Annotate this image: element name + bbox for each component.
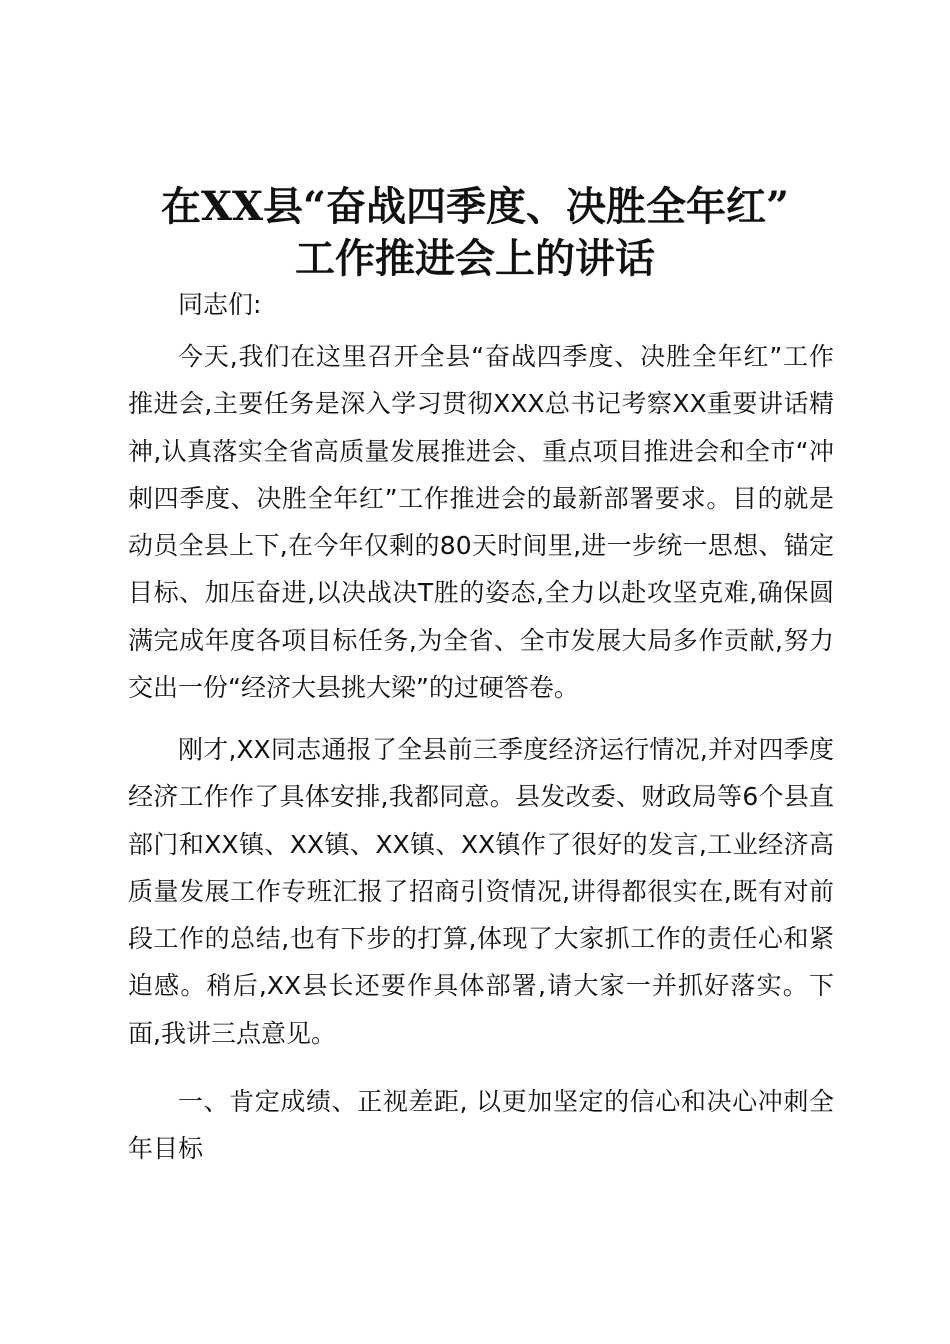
section-heading-1: 一、肯定成绩、正视差距, 以更加坚定的信心和决心冲刺全年目标	[128, 1087, 834, 1164]
paragraph-2: 刚才,XX同志通报了全县前三季度经济运行情况,并对四季度经济工作作了具体安排,我都同意。县发改委、财政局等6个县直部门和XX镇、XX镇、XX镇、XX镇作了很好的发言,工业经济高质量发展工作专班汇报了招商引资情况,讲得都很实在,既有对前段工作的总结,也有下步的打算,体现了大家抓工作的责任心和紧迫感。稍后,XX县长还要作具体部署,请大家一并抓好落实。下面,我讲三点意见。	[128, 735, 834, 1048]
document-title-line-2: 工作推进会上的讲话	[295, 235, 655, 282]
document-title-line-1: 在XX县“奋战四季度、决胜全年红”	[160, 183, 790, 230]
greeting: 同志们:	[178, 290, 262, 319]
paragraph-1: 今天,我们在这里召开全县“奋战四季度、决胜全年红”工作推进会,主要任务是深入学习贯彻XXX总书记考察XX重要讲话精神,认真落实全省高质量发展推进会、重点项目推进会和全市“冲刺四季度、决胜全年红”工作推进会的最新部署要求。目的就是动员全县上下,在今年仅剩的80天时间里,进一步统一思想、锚定目标、加压奋进,以决战决T胜的姿态,全力以赴攻坚克难,确保圆满完成年度各项目标任务,为全省、全市发展大局多作贡献,努力交出一份“经济大县挑大梁”的过硬答卷。	[128, 342, 834, 703]
